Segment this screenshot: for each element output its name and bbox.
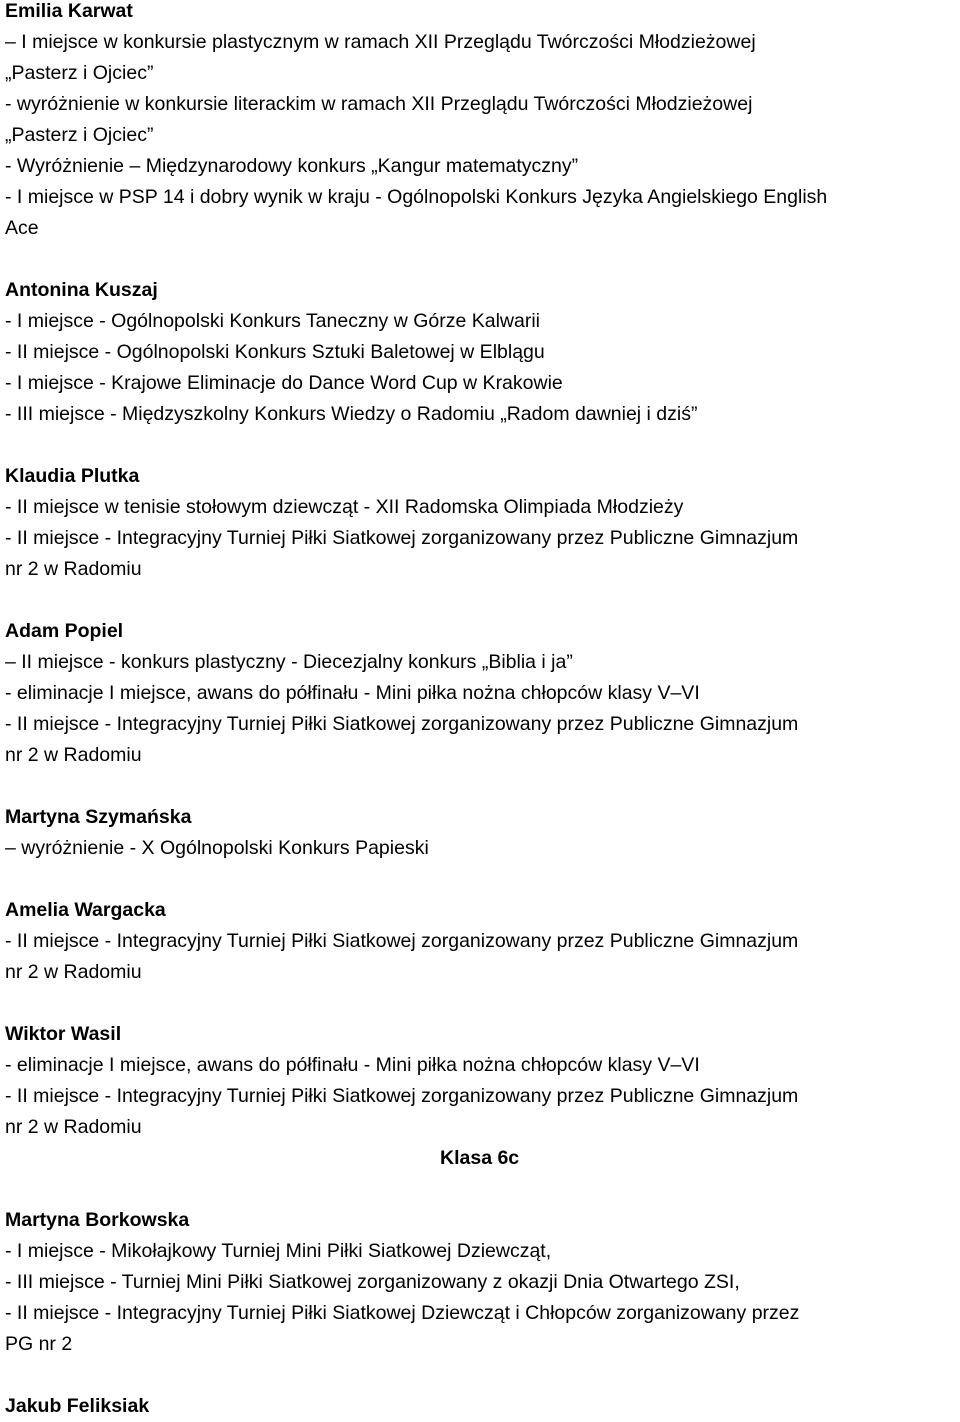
student-name: Emilia Karwat bbox=[5, 0, 133, 22]
achievement-line: „Pasterz i Ojciec” bbox=[5, 124, 154, 146]
achievement-line: - I miejsce - Ogólnopolski Konkurs Taneczny w Górze Kalwarii bbox=[5, 310, 541, 332]
student-name: Martyna Szymańska bbox=[5, 806, 192, 828]
student-name: Adam Popiel bbox=[5, 620, 124, 642]
student-name: Klaudia Plutka bbox=[5, 465, 140, 487]
achievement-line: - I miejsce - Mikołajkowy Turniej Mini Piłki Siatkowej Dziewcząt, bbox=[5, 1240, 552, 1262]
achievement-line: - I miejsce - Krajowe Eliminacje do Dance Word Cup w Krakowie bbox=[5, 372, 563, 394]
achievement-line: – wyróżnienie - X Ogólnopolski Konkurs Papieski bbox=[5, 837, 429, 859]
achievement-line: PG nr 2 bbox=[5, 1333, 73, 1355]
achievement-line: - II miejsce - Integracyjny Turniej Piłki Siatkowej zorganizowany przez Publiczne Gimnazjum bbox=[5, 1085, 799, 1107]
achievement-line: nr 2 w Radomiu bbox=[5, 961, 142, 983]
student-name: Wiktor Wasil bbox=[5, 1023, 122, 1045]
achievement-line: - II miejsce - Integracyjny Turniej Piłki Siatkowej Dziewcząt i Chłopców zorganizowany przez bbox=[5, 1302, 800, 1324]
achievement-line: – II miejsce - konkurs plastyczny - Diecezjalny konkurs „Biblia i ja” bbox=[5, 651, 573, 673]
achievement-line: – I miejsce w konkursie plastycznym w ramach XII Przeglądu Twórczości Młodzieżowej bbox=[5, 31, 756, 53]
achievement-line: nr 2 w Radomiu bbox=[5, 1116, 142, 1138]
achievement-line: nr 2 w Radomiu bbox=[5, 558, 142, 580]
achievement-line: - eliminacje I miejsce, awans do półfinału - Mini piłka nożna chłopców klasy V–VI bbox=[5, 1054, 700, 1076]
achievement-line: Ace bbox=[5, 217, 39, 239]
achievement-line: nr 2 w Radomiu bbox=[5, 744, 142, 766]
achievement-line: - III miejsce - Międzyszkolny Konkurs Wiedzy o Radomiu „Radom dawniej i dziś” bbox=[5, 403, 698, 425]
achievement-line: „Pasterz i Ojciec” bbox=[5, 62, 154, 84]
achievement-line: - I miejsce w PSP 14 i dobry wynik w kraju - Ogólnopolski Konkurs Języka Angielskiego English bbox=[5, 186, 828, 208]
achievement-line: - wyróżnienie w konkursie literackim w ramach XII Przeglądu Twórczości Młodzieżowej bbox=[5, 93, 753, 115]
achievement-line: - II miejsce - Integracyjny Turniej Piłki Siatkowej zorganizowany przez Publiczne Gimnazjum bbox=[5, 713, 799, 735]
achievement-line: - II miejsce w tenisie stołowym dziewcząt - XII Radomska Olimpiada Młodzieży bbox=[5, 496, 684, 518]
achievement-line: - eliminacje I miejsce, awans do półfinału - Mini piłka nożna chłopców klasy V–VI bbox=[5, 682, 700, 704]
student-name: Martyna Borkowska bbox=[5, 1209, 190, 1231]
class-heading: Klasa 6c bbox=[440, 1147, 520, 1169]
achievement-line: - Wyróżnienie – Międzynarodowy konkurs „Kangur matematyczny” bbox=[5, 155, 579, 177]
achievement-line: - II miejsce - Integracyjny Turniej Piłki Siatkowej zorganizowany przez Publiczne Gimnazjum bbox=[5, 527, 799, 549]
student-name: Amelia Wargacka bbox=[5, 899, 166, 921]
student-name: Antonina Kuszaj bbox=[5, 279, 158, 301]
achievement-line: - II miejsce - Integracyjny Turniej Piłki Siatkowej zorganizowany przez Publiczne Gimnazjum bbox=[5, 930, 799, 952]
student-name: Jakub Feliksiak bbox=[5, 1395, 150, 1417]
achievement-line: - III miejsce - Turniej Mini Piłki Siatkowej zorganizowany z okazji Dnia Otwartego ZSI, bbox=[5, 1271, 740, 1293]
achievement-line: - II miejsce - Ogólnopolski Konkurs Sztuki Baletowej w Elblągu bbox=[5, 341, 545, 363]
